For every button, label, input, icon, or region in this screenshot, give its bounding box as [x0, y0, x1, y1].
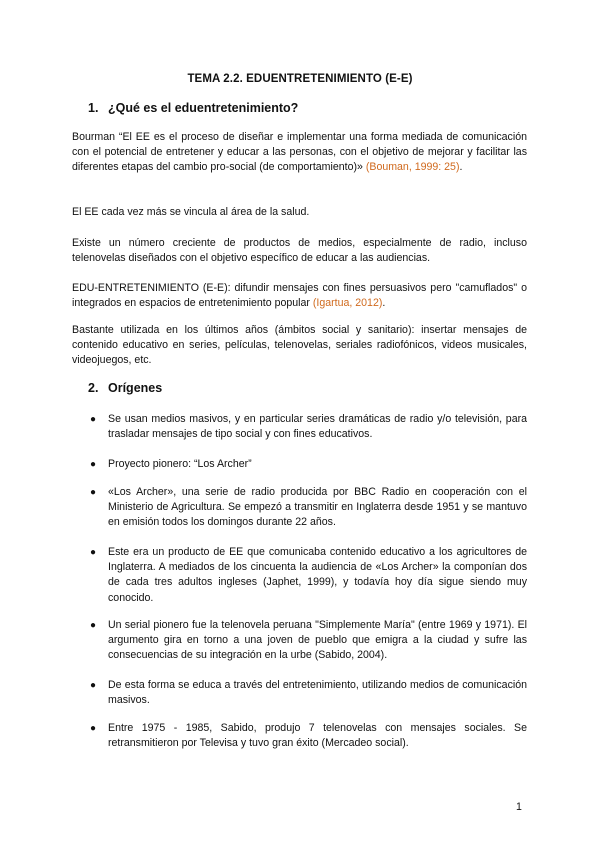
paragraph-text: EDU-ENTRETENIMIENTO (E-E): difundir mensajes con fines persuasivos pero "camuflados" o integrados en espacios de entretenimiento popular	[72, 282, 527, 310]
paragraph-end: .	[459, 161, 463, 174]
bullet-marker: ●	[90, 723, 97, 734]
section-number: 1.	[88, 101, 99, 115]
paragraph-media-products: Existe un número creciente de productos de medios, especialmente de radio, incluso telenovelas diseñados con el objetivo específico de educar a las audiencias.	[72, 237, 527, 265]
bullet-marker: ●	[90, 680, 97, 691]
bullet-marker: ●	[90, 414, 97, 425]
list-item: «Los Archer», una serie de radio producida por BBC Radio en cooperación con el Ministerio de Agricultura. Se empezó a transmitir en Inglaterra desde 1951 y se mantuvo en emisión todos los domingos durante 22 años.	[108, 486, 527, 529]
citation-bouman: (Bouman, 1999: 25)	[365, 161, 460, 174]
paragraph-text: Bourman “El EE es el proceso de diseñar e implementar una forma mediada de comunicación con el potencial de entretener y educar a las personas, con el objetivo de mejorar y facilitar las diferentes etapas del cambio pro-social (de comportamiento)»	[72, 131, 527, 174]
list-item: Entre 1975 - 1985, Sabido, produjo 7 telenovelas con mensajes sociales. Se retransmitieron por Televisa y tuvo gran éxito (Mercadeo social).	[108, 722, 527, 750]
section-heading-origins	[88, 381, 162, 395]
list-item: Se usan medios masivos, y en particular series dramáticas de radio y/o televisión, para trasladar mensajes de tipo social y con fines educativos.	[108, 413, 527, 441]
paragraph-bourman-definition	[72, 130, 527, 176]
list-item: De esta forma se educa a través del entretenimiento, utilizando medios de comunicación masivos.	[108, 679, 527, 707]
bullet-marker: ●	[90, 459, 97, 470]
list-item: Proyecto pionero: “Los Archer”	[108, 458, 252, 470]
bullet-marker: ●	[90, 547, 97, 558]
section-number: 2.	[88, 381, 99, 395]
list-item: Este era un producto de EE que comunicaba contenido educativo a los agricultores de Inglaterra. A mediados de los cincuenta la audiencia de «Los Archer» la componían dos de cada tres adultos ingleses (Japhet, 1999), y todavía hoy día sigue siendo muy conocido.	[108, 546, 527, 604]
paragraph-usage: Bastante utilizada en los últimos años (ámbitos social y sanitario): insertar mensajes de contenido educativo en series, películas, telenovelas, seriales radiofónicos, videos musicales, videojuegos, etc.	[72, 324, 527, 367]
paragraph-edu-definition	[72, 281, 527, 311]
document-title: TEMA 2.2. EDUENTRETENIMIENTO (E-E)	[187, 73, 413, 85]
section-title: Orígenes	[108, 381, 163, 395]
paragraph-end: .	[382, 297, 386, 310]
paragraph-health: El EE cada vez más se vincula al área de la salud.	[72, 206, 310, 218]
citation-igartua: (Igartua, 2012)	[312, 297, 383, 310]
bullet-marker: ●	[90, 487, 97, 498]
section-heading-what-is-ee	[88, 101, 298, 115]
section-title: ¿Qué es el eduentretenimiento?	[108, 101, 299, 115]
list-item: Un serial pionero fue la telenovela peruana "Simplemente María" (entre 1969 y 1971). El argumento gira en torno a una joven de pueblo que emigra a la ciudad y sufre las consecuencias de su integración en la urbe (Sabido, 2004).	[108, 619, 527, 662]
page-number: 1	[516, 801, 522, 813]
bullet-marker: ●	[90, 620, 97, 631]
